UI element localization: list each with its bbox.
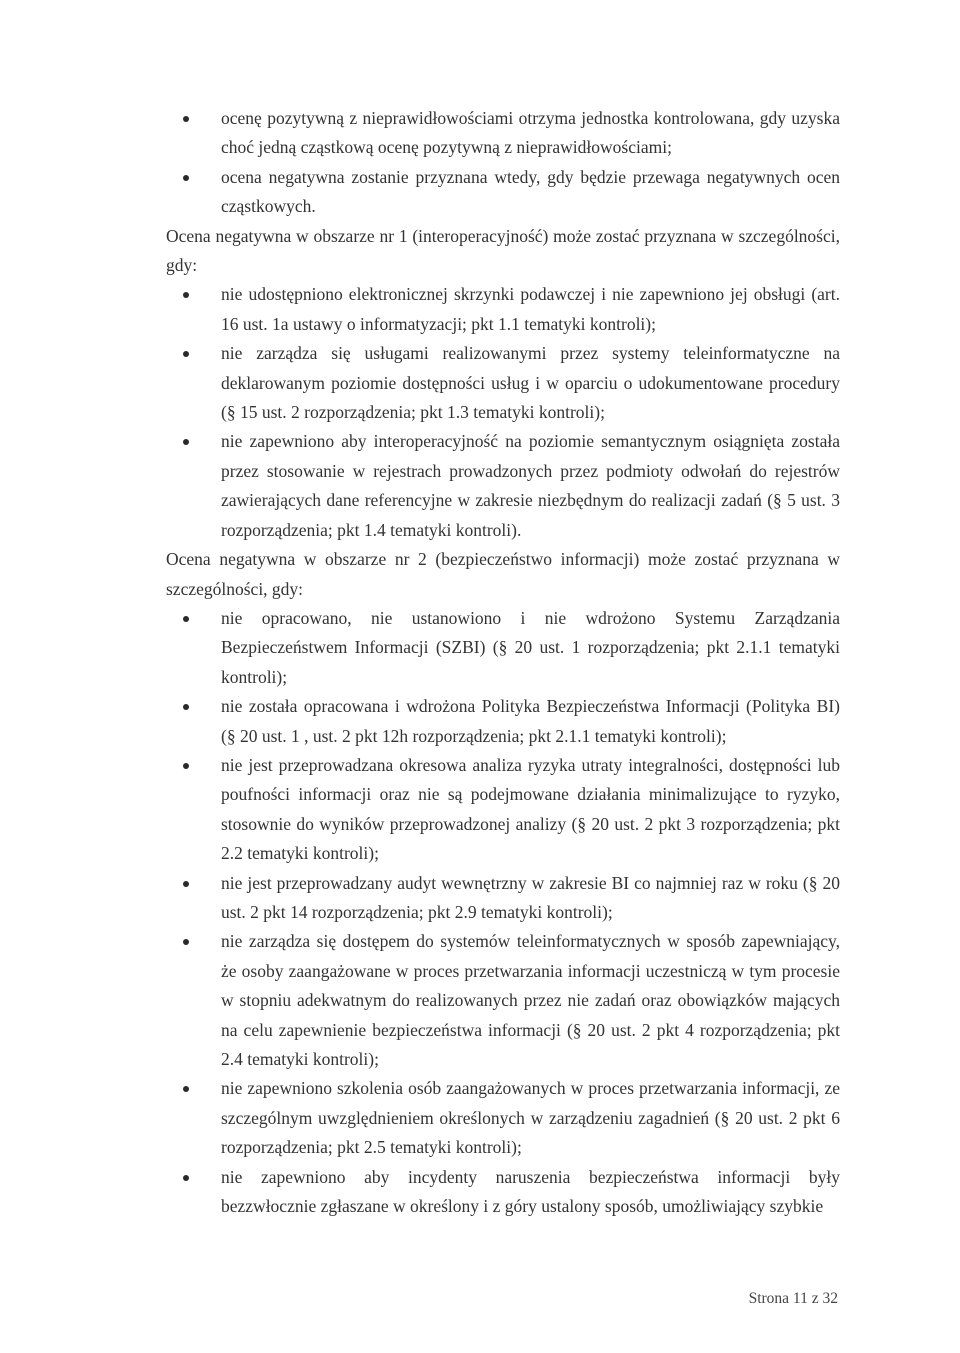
bullet-icon <box>183 351 189 357</box>
bullet-icon <box>183 616 189 622</box>
bullet-icon <box>183 1086 189 1092</box>
list-item: nie zapewniono aby incydenty naruszenia bezpieczeństwa informacji były bezzwłocznie zgłaszane w określony i z góry ustalony sposób, umożliwiający szybkie <box>166 1163 840 1222</box>
bullet-icon <box>183 292 189 298</box>
paragraph-area-1: Ocena negatywna w obszarze nr 1 (interoperacyjność) może zostać przyznana w szczególności, gdy: <box>166 225 840 276</box>
paragraph-area-2: Ocena negatywna w obszarze nr 2 (bezpieczeństwo informacji) może zostać przyznana w szczególności, gdy: <box>166 549 840 599</box>
bullet-icon <box>183 939 189 945</box>
list-item: nie została opracowana i wdrożona Polityka Bezpieczeństwa Informacji (Polityka BI) (§ 20 ust. 1 , ust. 2 pkt 12h rozporządzenia; pkt 2.1.1 tematyki kontroli); <box>166 692 840 751</box>
list-item: ocena negatywna zostanie przyznana wtedy, gdy będzie przewaga negatywnych ocen cząstkowych. <box>166 163 840 222</box>
list-item: nie zarządza się dostępem do systemów teleinformatycznych w sposób zapewniający, że osoby zaangażowane w proces przetwarzania informacji uczestniczą w tym procesie w stopniu adekwatnym do realizowanych przez nie zadań oraz obowiązków mających na celu zapewnienie bezpieczeństwa informacji (§ 20 ust. 2 pkt 4 rozporządzenia; pkt 2.4 tematyki kontroli); <box>166 927 840 1074</box>
page-number: Strona 11 z 32 <box>748 1290 838 1307</box>
bullet-list-area-2 <box>166 604 840 1222</box>
bullet-icon <box>183 1175 189 1181</box>
bullet-icon <box>183 439 189 445</box>
bullet-list-assessment-rules <box>166 104 840 222</box>
bullet-icon <box>183 116 189 122</box>
list-item: nie jest przeprowadzana okresowa analiza ryzyka utraty integralności, dostępności lub poufności informacji oraz nie są podejmowane działania minimalizujące to ryzyko, stosownie do wyników przeprowadzonej analizy (§ 20 ust. 2 pkt 3 rozporządzenia; pkt 2.2 tematyki kontroli); <box>166 751 840 869</box>
list-item: nie opracowano, nie ustanowiono i nie wdrożono Systemu Zarządzania Bezpieczeństwem Informacji (SZBI) (§ 20 ust. 1 rozporządzenia; pkt 2.1.1 tematyki kontroli); <box>166 604 840 692</box>
list-item: nie zapewniono szkolenia osób zaangażowanych w proces przetwarzania informacji, ze szczególnym uwzględnieniem określonych w zarządzeniu zagadnień (§ 20 ust. 2 pkt 6 rozporządzenia; pkt 2.5 tematyki kontroli); <box>166 1074 840 1162</box>
list-item: nie jest przeprowadzany audyt wewnętrzny w zakresie BI co najmniej raz w roku (§ 20 ust. 2 pkt 14 rozporządzenia; pkt 2.9 tematyki kontroli); <box>166 869 840 928</box>
list-item: ocenę pozytywną z nieprawidłowościami otrzyma jednostka kontrolowana, gdy uzyska choć jedną cząstkową ocenę pozytywną z nieprawidłowościami; <box>166 104 840 163</box>
bullet-list-area-1 <box>166 280 840 545</box>
list-item: nie zarządza się usługami realizowanymi przez systemy teleinformatyczne na deklarowanym poziomie dostępności usług i w oparciu o udokumentowane procedury (§ 15 ust. 2 rozporządzenia; pkt 1.3 tematyki kontroli); <box>166 339 840 427</box>
bullet-icon <box>183 763 189 769</box>
bullet-icon <box>183 881 189 887</box>
list-item: nie zapewniono aby interoperacyjność na poziomie semantycznym osiągnięta została przez stosowanie w rejestrach prowadzonych przez podmioty odwołań do rejestrów zawierających dane referencyjne w zakresie niezbędnym do realizacji zadań (§ 5 ust. 3 rozporządzenia; pkt 1.4 tematyki kontroli). <box>166 427 840 545</box>
bullet-icon <box>183 704 189 710</box>
list-item: nie udostępniono elektronicznej skrzynki podawczej i nie zapewniono jej obsługi (art. 16 ust. 1a ustawy o informatyzacji; pkt 1.1 tematyki kontroli); <box>166 280 840 339</box>
page-body <box>166 104 840 1221</box>
bullet-icon <box>183 175 189 181</box>
